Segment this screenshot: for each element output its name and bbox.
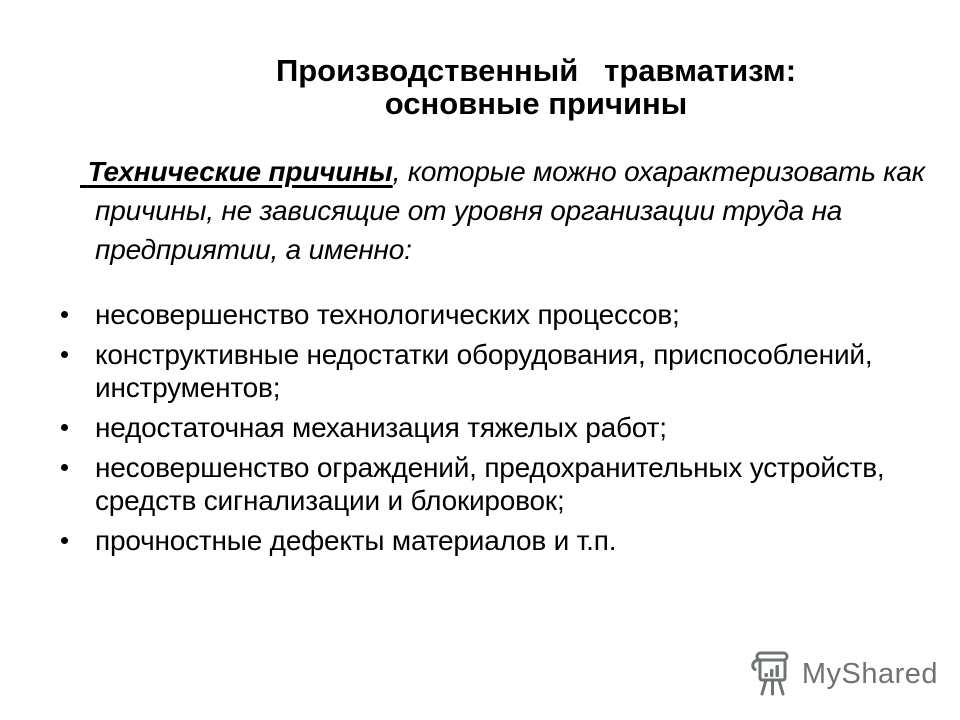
title-line-2: основные причины <box>384 86 688 121</box>
myshared-watermark <box>747 648 938 700</box>
intro-lead-term: Технические причины <box>80 156 393 187</box>
page-title <box>126 54 946 120</box>
list-item-text: средств сигнализации и блокировок; <box>95 485 565 516</box>
intro-paragraph <box>80 152 925 269</box>
list-item-text: несовершенство технологических процессов; <box>95 299 680 330</box>
list-item-text: прочностные дефекты материалов и т.п. <box>95 525 617 556</box>
bullet-marker <box>61 424 68 431</box>
list-item <box>61 411 885 444</box>
list-item <box>61 298 885 331</box>
bullet-marker <box>61 351 68 358</box>
intro-line-1 <box>80 152 925 191</box>
list-item <box>61 451 885 517</box>
list-item-text: конструктивные недостатки оборудования, приспособлений, <box>95 339 873 370</box>
bullet-marker <box>61 464 68 471</box>
list-item-text: несовершенство ограждений, предохранительных устройств, <box>95 452 885 483</box>
intro-line-1-rest: , которые можно охарактеризовать как <box>392 156 925 187</box>
bullet-list <box>61 298 885 564</box>
bullet-marker <box>61 537 68 544</box>
list-item-text: недостаточная механизация тяжелых работ; <box>95 412 667 443</box>
list-item-text: инструментов; <box>95 372 281 403</box>
title-line-1: Производственный травматизм: <box>275 53 797 88</box>
watermark-text: MyShared <box>801 657 938 690</box>
list-item <box>61 338 885 404</box>
list-item <box>61 524 885 557</box>
intro-line-3: предприятии, а именно: <box>95 234 412 265</box>
myshared-logo-icon <box>747 648 793 700</box>
bullet-marker <box>61 311 68 318</box>
intro-line-2: причины, не зависящие от уровня организации труда на <box>95 195 843 226</box>
